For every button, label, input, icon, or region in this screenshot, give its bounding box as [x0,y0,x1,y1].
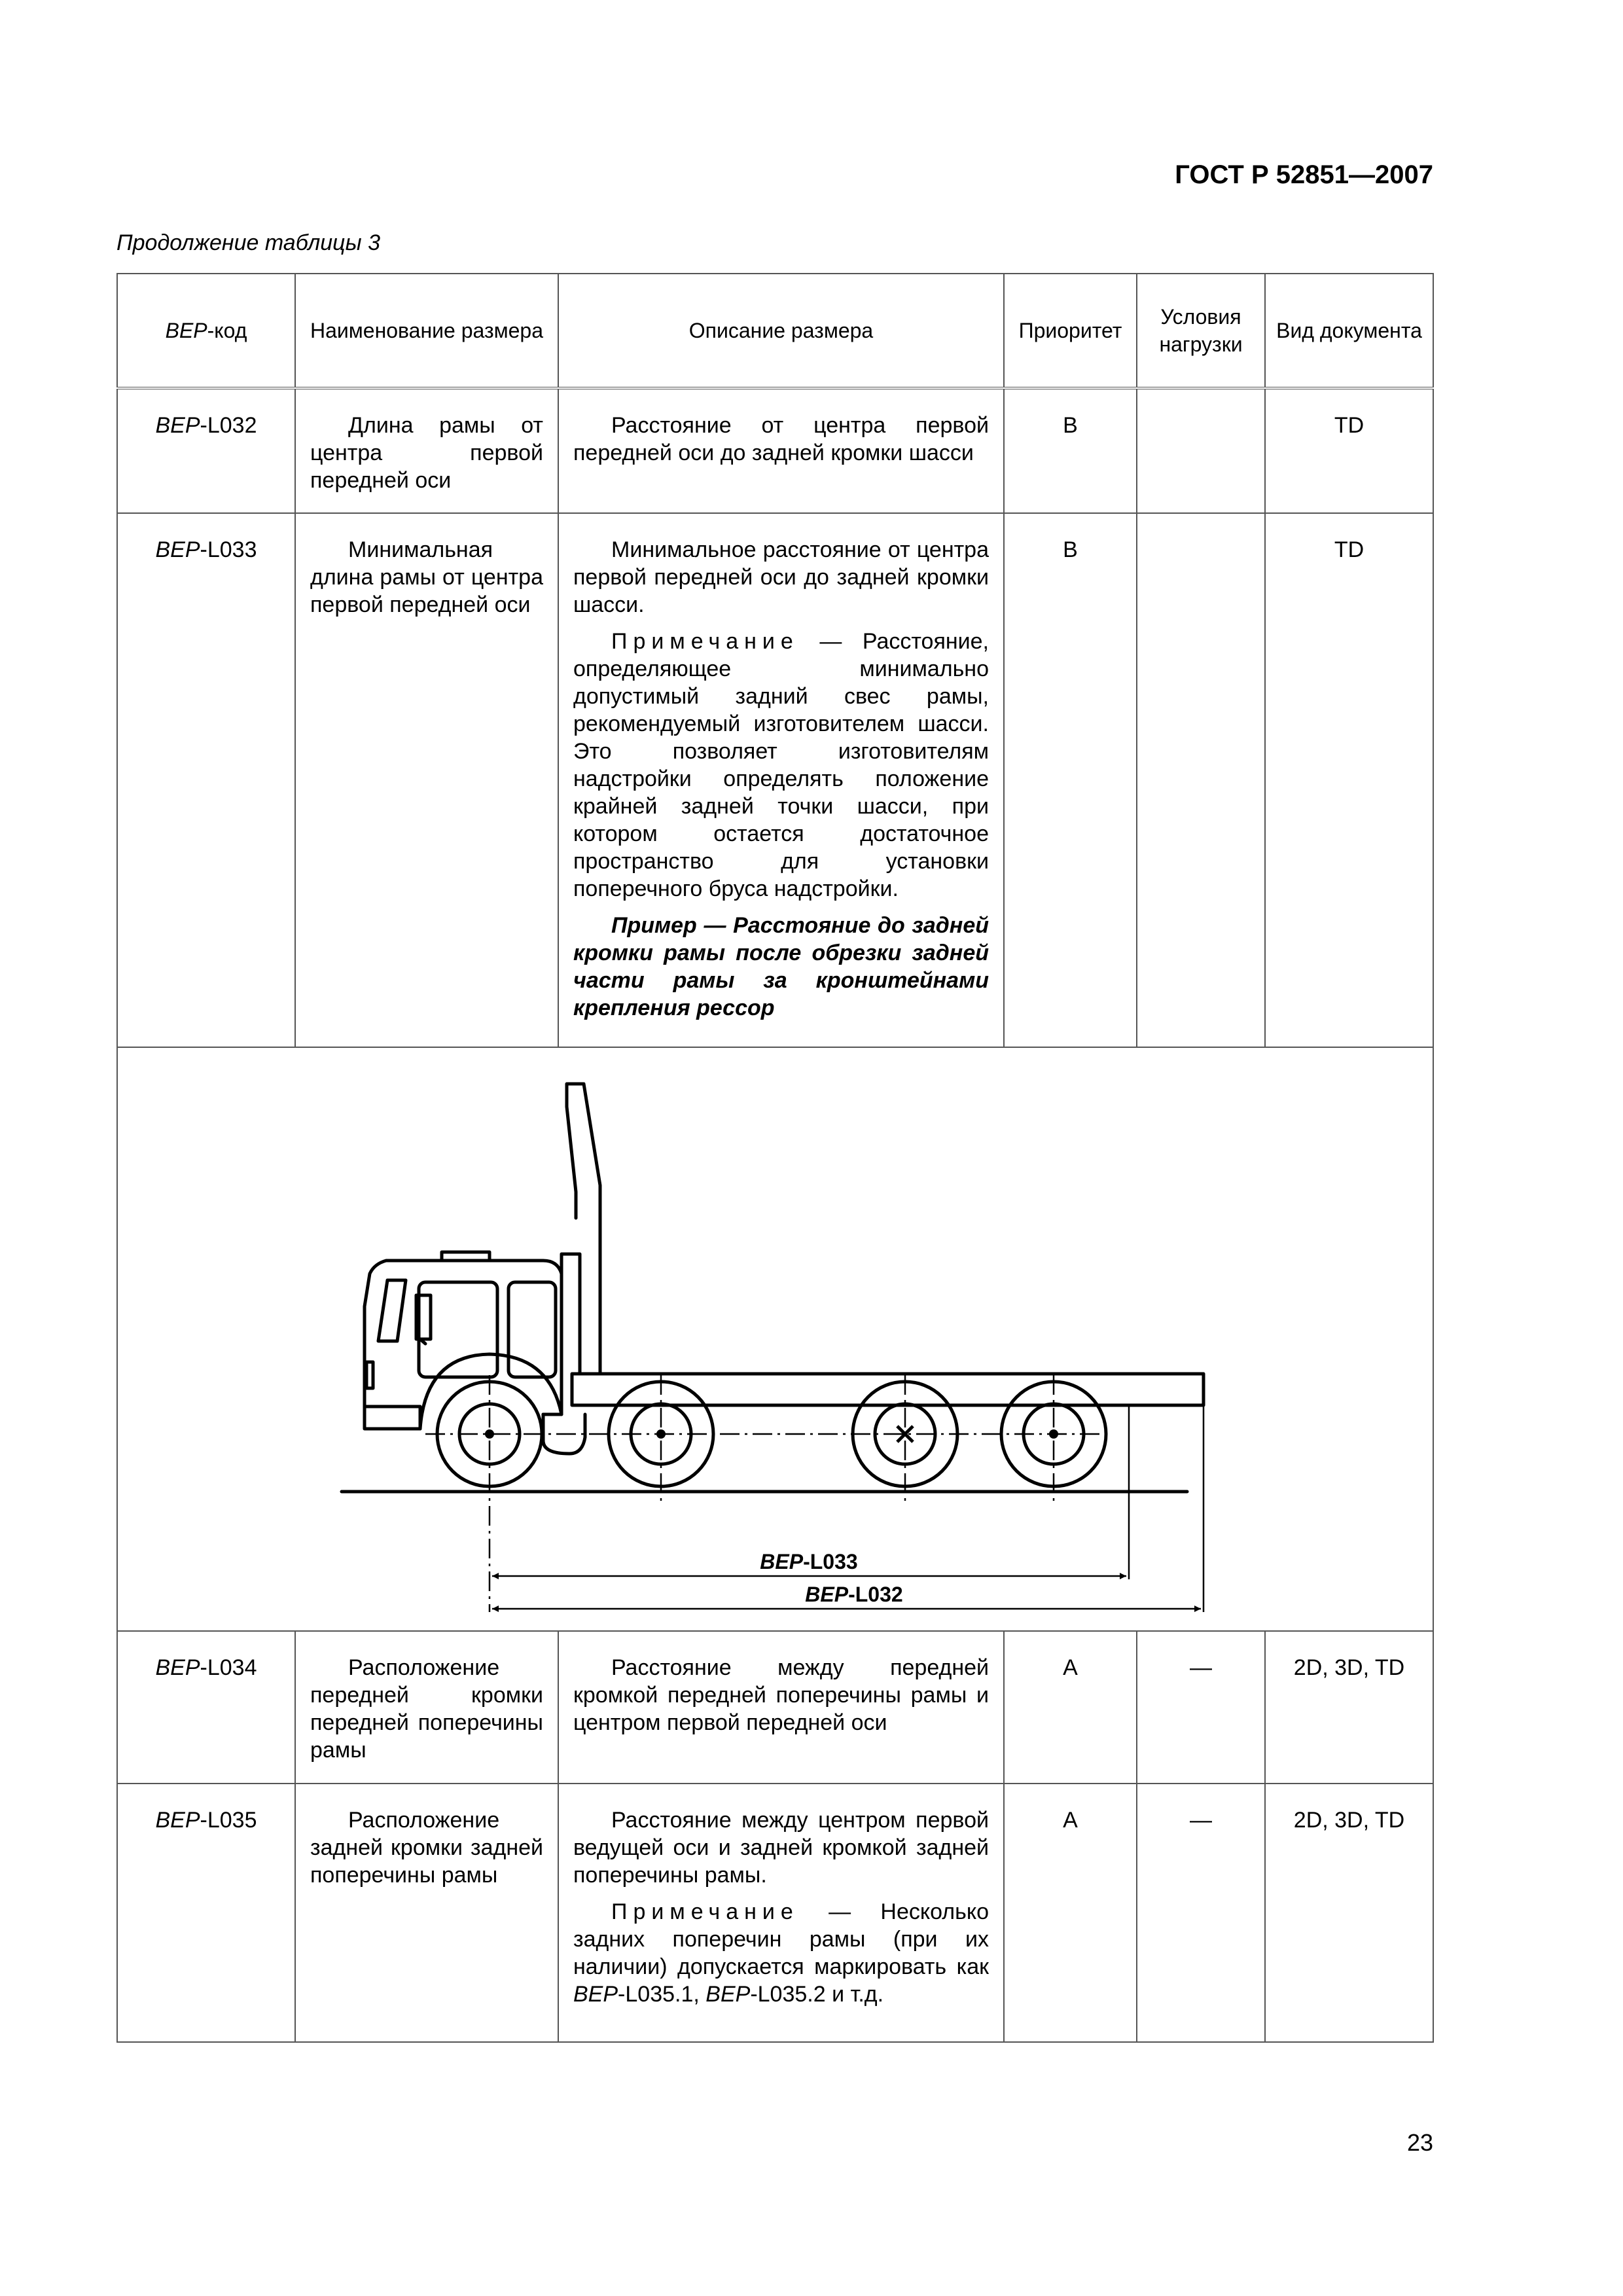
row-load: — [1190,1655,1212,1680]
table-row [117,388,1433,513]
row-load [1137,389,1264,427]
column-header-name: Наименование размера [295,274,558,388]
column-header-priority: Приоритет [1004,274,1137,388]
column-header-load: Условия нагрузки [1137,274,1265,388]
column-header-code: BEP-код [117,274,295,388]
row-priority: B [1063,413,1078,438]
figure-row [117,1047,1433,1631]
row-code: BEP-L032 [155,413,257,438]
document-standard-header: ГОСТ Р 52851—2007 [1175,160,1433,189]
row-name: Расположение задней кромки задней поперечины рамы [310,1808,543,1888]
row-priority: B [1063,537,1078,562]
table-row [117,513,1433,1047]
row-note: Примечание — Несколько задних поперечин рамы (при их наличии) допускается маркировать как BEP-L035.1, BEP-L035.2 и т.д. [573,1899,989,2007]
headlight [366,1362,373,1388]
dimension-label-l032: BEP-L032 [805,1583,903,1606]
row-code: BEP-L034 [155,1655,257,1680]
column-header-doc-type: Вид документа [1265,274,1433,388]
page-number: 23 [1406,2129,1433,2156]
row-doc-type: 2D, 3D, TD [1293,1808,1405,1833]
front-bumper [365,1407,420,1429]
row-doc-type: 2D, 3D, TD [1293,1655,1405,1680]
dimensions-table [116,273,1434,2043]
row-description: Расстояние от центра первой передней оси до задней кромки шасси [573,413,989,465]
table-row [117,1784,1433,2042]
row-load: — [1190,1808,1212,1833]
row-doc-type: TD [1334,537,1364,562]
column-header-description: Описание размера [558,274,1004,388]
row-note: Примечание — Расстояние, определяющее минимально допустимый задний свес рамы, рекомендуемый изготовителем шасси. Это позволяет изготовителям надстройки определять положение крайней задней точки шасси, при котором остается достаточное пространство для установки поперечного бруса надстройки. [573,629,989,901]
table-continuation-label: Продолжение таблицы 3 [116,230,380,255]
row-doc-type: TD [1334,413,1364,438]
table-row [117,1631,1433,1784]
row-description: Расстояние между передней кромкой передней поперечины рамы и центром первой передней оси [573,1655,989,1735]
chassis-frame [572,1374,1204,1405]
row-name: Минимальная длина рамы от центра первой передней оси [310,537,543,617]
row-load [1137,514,1264,552]
windshield [378,1280,406,1341]
row-example: Пример — Расстояние до задней кромки рамы после обрезки задней части рамы за кронштейнами крепления рессор [573,913,989,1020]
row-code: BEP-L035 [155,1808,257,1833]
row-description: Расстояние между центром первой ведущей оси и задней кромкой задней поперечины рамы. [573,1808,989,1888]
row-priority: A [1063,1808,1078,1833]
row-code: BEP-L033 [155,537,257,562]
table-header-row [117,274,1433,388]
row-priority: A [1063,1655,1078,1680]
truck-chassis-figure [118,1048,1434,1630]
row-description: Минимальное расстояние от центра первой передней оси до задней кромки шасси. [573,537,989,617]
row-name: Длина рамы от центра первой передней оси [310,413,543,493]
dimension-label-l033: BEP-L033 [760,1550,858,1573]
cab-window-rear [508,1282,556,1377]
row-name: Расположение передней кромки передней поперечины рамы [310,1655,543,1763]
exhaust-pipe [567,1084,600,1374]
